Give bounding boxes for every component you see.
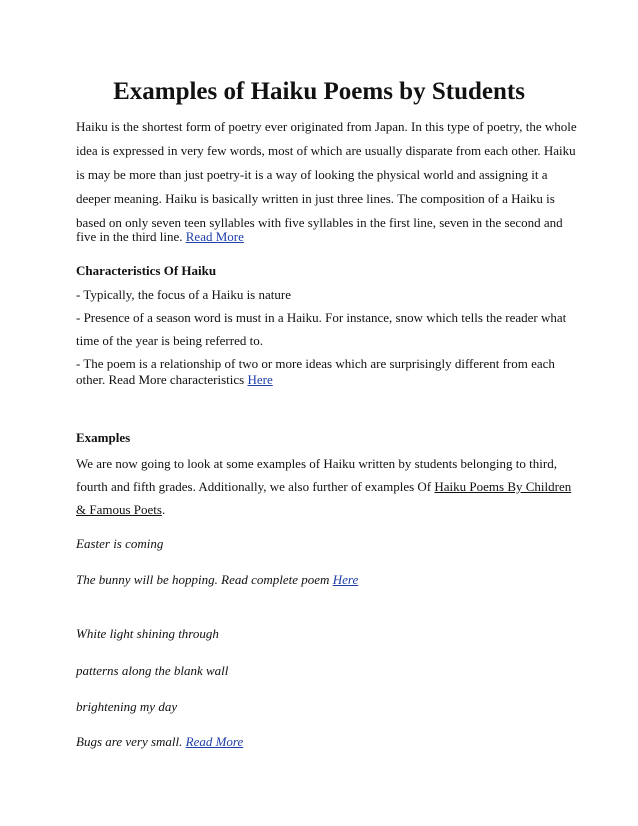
- intro-line: deeper meaning. Haiku is basically written in just three lines. The composition of a Haiku is: [76, 191, 555, 206]
- characteristic-item: - The poem is a relationship of two or more ideas which are surprisingly different from each: [76, 356, 555, 371]
- characteristic-item: - Typically, the focus of a Haiku is nature: [76, 287, 291, 302]
- examples-line: [76, 478, 571, 496]
- intro-line: Haiku is the shortest form of poetry ever originated from Japan. In this type of poetry, the whole: [76, 119, 577, 134]
- characteristics-here-link[interactable]: Here: [247, 372, 273, 387]
- famous-poets-link[interactable]: & Famous Poets: [76, 502, 162, 517]
- intro-line: idea is expressed in very few words, most of which are usually disparate from each other. Haiku: [76, 143, 576, 158]
- intro-text: five in the third line.: [76, 229, 183, 244]
- examples-line: We are now going to look at some examples of Haiku written by students belonging to third,: [76, 456, 557, 471]
- poem-here-link[interactable]: Here: [332, 572, 359, 587]
- poem-line: patterns along the blank wall: [76, 663, 229, 678]
- intro-line: is may be more than just poetry-it is a way of looking the physical world and assigning it a: [76, 167, 548, 182]
- haiku-poems-children-link[interactable]: Haiku Poems By Children: [434, 479, 572, 494]
- poem-line: Easter is coming: [76, 536, 164, 551]
- examples-line: [76, 501, 165, 519]
- poem-line: [76, 571, 358, 589]
- poem-text: Bugs are very small.: [76, 734, 183, 749]
- characteristic-item: - Presence of a season word is must in a Haiku. For instance, snow which tells the reader what: [76, 310, 567, 325]
- examples-text: fourth and fifth grades. Additionally, we also further of examples Of: [76, 479, 432, 494]
- poem-line: brightening my day: [76, 699, 178, 714]
- characteristics-heading: Characteristics Of Haiku: [76, 263, 217, 278]
- examples-heading: Examples: [76, 430, 131, 445]
- poem-line: [76, 733, 243, 751]
- page-title: Examples of Haiku Poems by Students: [113, 78, 525, 105]
- characteristics-last-line: [76, 371, 273, 389]
- examples-period: .: [161, 502, 166, 517]
- characteristics-text: other. Read More characteristics: [76, 372, 245, 387]
- intro-last-line: [76, 228, 244, 246]
- characteristic-item: time of the year is being referred to.: [76, 333, 263, 348]
- read-more-link[interactable]: Read More: [185, 229, 244, 244]
- poem-text: The bunny will be hopping. Read complete poem: [76, 572, 330, 587]
- poem-read-more-link[interactable]: Read More: [185, 734, 244, 749]
- poem-line: White light shining through: [76, 626, 219, 641]
- intro-line: based on only seven teen syllables with five syllables in the first line, seven in the second and: [76, 215, 563, 230]
